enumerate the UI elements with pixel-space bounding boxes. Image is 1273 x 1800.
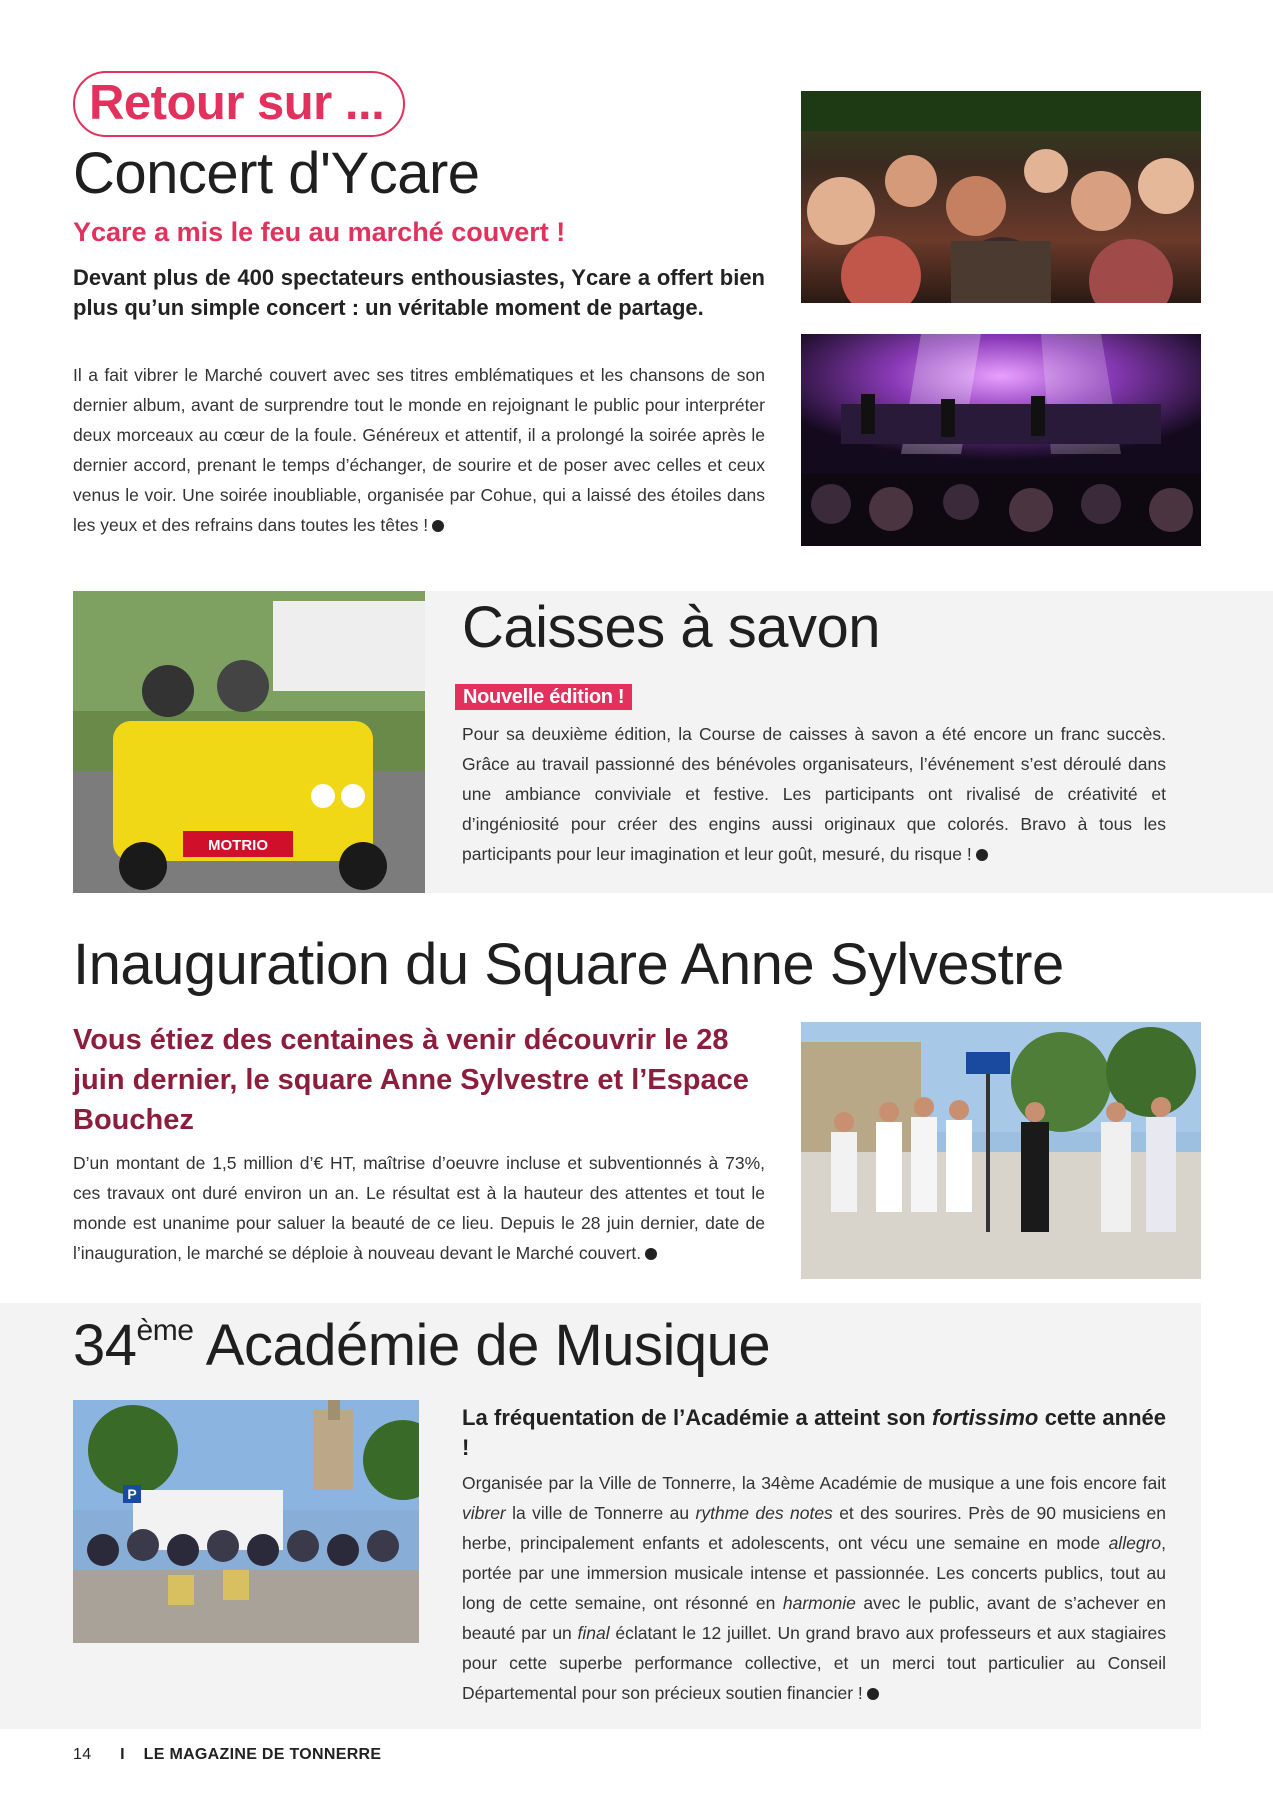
concert-body: Il a fait vibrer le Marché couvert avec ses titres emblématiques et les chansons de son dernier album, avant de surprendre tout le monde en rejoignant le public pour interpréter deux morceaux au cœur de la foule. Généreux et attentif, il a prolongé la soirée après le dernier accord, prenant le temps d’échanger, de sourire et de poser avec celles et ceux venus le voir. Une soirée inoubliable, organisée par Cohue, qui a laissé des étoiles dans les yeux et des refrains dans toutes les têtes !	[73, 365, 765, 535]
academie-body: Organisée par la Ville de Tonnerre, la 34ème Académie de musique a une fois encore fait vibrer la ville de Tonnerre au rythme des notes et des sourires. Près de 90 musiciens en herbe, principalement enfants et adolescents, ont vécu une semaine en mode allegro, portée par une immersion musicale intense et passionnée. Les concerts publics, tout au long de cette semaine, ont résonné en harmonie avec le public, avant de s’achever en beauté par un final éclatant le 12 juillet. Un grand bravo aux professeurs et aux stagiaires pour cette superbe performance collective, et un merci tout particulier au Conseil Départemental pour son précieux soutien financier !	[462, 1473, 1166, 1703]
concert-crowd-photo	[801, 91, 1201, 303]
kart-label: MOTRIO	[208, 837, 268, 854]
square-title: Inauguration du Square Anne Sylvestre	[73, 932, 1064, 997]
page-number: 14	[73, 1746, 92, 1763]
end-dot	[432, 520, 444, 532]
academie-band-photo	[73, 1400, 419, 1643]
parking-sign: P	[127, 1486, 137, 1502]
caisses-badge: Nouvelle édition !	[455, 684, 632, 710]
section-kicker: Retour sur ...	[73, 71, 405, 137]
end-dot	[867, 1688, 879, 1700]
academie-title: 34ème Académie de Musique	[73, 1313, 771, 1378]
magazine-name: LE MAGAZINE DE TONNERRE	[143, 1746, 382, 1763]
square-subtitle: Vous étiez des centaines à venir découvrir le 28 juin dernier, le square Anne Sylvestre et l’Espace Bouchez	[73, 1024, 749, 1136]
concert-stage-photo	[801, 334, 1201, 546]
concert-title: Concert d'Ycare	[73, 141, 480, 206]
concert-lead: Devant plus de 400 spectateurs enthousiastes, Ycare a offert bien plus qu’un simple concert : un véritable moment de partage.	[73, 265, 765, 320]
end-dot	[645, 1248, 657, 1260]
square-body: D’un montant de 1,5 million d’€ HT, maîtrise d’oeuvre incluse et subventionnés à 73%, ces travaux ont duré environ un an. Le résultat est à la hauteur des attentes et tout le monde est unanime pour saluer la beauté de ce lieu. Depuis le 28 juin dernier, date de l’inauguration, le marché se déploie à nouveau devant le Marché couvert.	[73, 1153, 765, 1263]
footer-separator: I	[120, 1746, 125, 1763]
end-dot	[976, 849, 988, 861]
academie-lead: La fréquentation de l’Académie a atteint son fortissimo cette année !	[462, 1405, 1166, 1460]
page-footer	[73, 1746, 381, 1764]
caisses-title: Caisses à savon	[462, 595, 881, 660]
concert-subtitle: Ycare a mis le feu au marché couvert !	[73, 217, 566, 247]
caisses-kart-photo	[73, 591, 425, 893]
square-inauguration-photo	[801, 1022, 1201, 1279]
caisses-body: Pour sa deuxième édition, la Course de caisses à savon a été encore un franc succès. Grâce au travail passionné des bénévoles organisateurs, l’événement s’est déroulé dans une ambiance conviviale et festive. Les participants ont rivalisé de créativité et d’ingéniosité pour créer des engins aussi originaux que colorés. Bravo à tous les participants pour leur imagination et leur goût, mesuré, du risque !	[462, 724, 1166, 864]
